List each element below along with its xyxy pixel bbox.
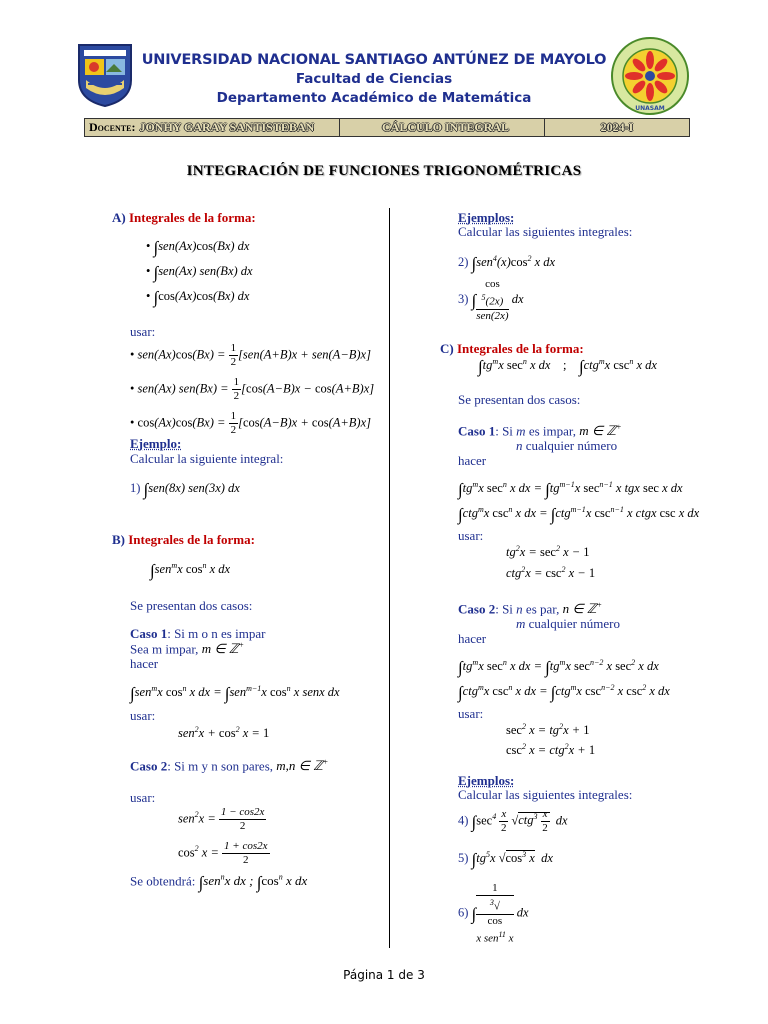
example-3: 3) ∫ cos $^5$(2x) sen(2x) dx [458, 278, 524, 322]
identity-sec: $\sec^2 x = tg^2x + 1$ [506, 722, 590, 738]
section-c-heading [440, 341, 584, 357]
section-b-letter: B) [112, 532, 125, 547]
half-angle-cos: $\cos^2 x$ = $\frac{1 + \cos 2x}{2}$ [178, 840, 268, 866]
caso1-right: Caso 1: Si m es impar, m ∈ ℤ+ [458, 423, 622, 439]
section-b-title: Integrales de la forma: [128, 532, 255, 547]
formula-b: ∫sen$^m$x $\cos^n x$ dx [150, 561, 231, 581]
caso2-right-line2: m cualquier número [516, 616, 620, 631]
identity-a3: • cos(Ax)cos(Bx) = $\frac{1}{2}$ [cos(A−B)x + cos(A+B)x] [130, 410, 372, 436]
identity-a1: • sen(Ax)cos(Bx) = $\frac{1}{2}$ [sen(A+B)x + sen(A−B)x] [130, 342, 371, 368]
faculty-name: Facultad de Ciencias [295, 71, 453, 87]
caso1-right-line2-text: cualquier número [525, 438, 618, 453]
caso1-left [130, 626, 265, 642]
section-b-heading [112, 532, 255, 548]
ejemplos-label-1: Ejemplos: [458, 210, 515, 225]
section-c-letter: C) [440, 341, 454, 356]
hacer-left: hacer [130, 656, 159, 671]
course-info-bar [84, 118, 690, 137]
example-1: 1) ∫sen(8x) sen(3x) dx [130, 480, 240, 499]
usar-label-1: usar: [130, 324, 156, 339]
ejemplos-text-1: Calcular las siguientes integrales: [458, 224, 633, 239]
formula-a1: • ∫sen(Ax)cos(Bx) dx [146, 238, 250, 257]
obtendra-line: Se obtendrá: ∫sen$^n$x dx ; $\int\cos^n$ x dx [130, 873, 308, 893]
section-a-title: Integrales de la forma: [128, 210, 256, 225]
caso1-right-text2: es impar, [528, 423, 576, 439]
example-5-number: 5) [458, 851, 469, 866]
example-4-number: 4) [458, 813, 469, 828]
caso2-left-text: : Si m y n son pares, [167, 758, 274, 774]
example-6: 6) ∫ 1 $^3$√ cos x sen$^{11}$ x dx [458, 882, 529, 945]
caso1-right-label: Caso 1 [458, 423, 496, 439]
ejemplo-text: Calcular la siguiente integral: [130, 451, 284, 466]
department-name: Departamento Académico de Matemática [216, 90, 532, 106]
docente-label: Docente: [89, 120, 136, 134]
example-6-number: 6) [458, 905, 469, 920]
usar-right-1: usar: [458, 528, 484, 543]
identity-tg: $tg^2x = \sec^2 x - 1$ [506, 544, 590, 560]
caso2-right: Caso 2: Si n es par, n ∈ ℤ+ [458, 601, 603, 617]
page-title: INTEGRACIÓN DE FUNCIONES TRIGONOMÉTRICAS [186, 163, 582, 179]
example-2-number: 2) [458, 255, 469, 270]
course-name: CÁLCULO INTEGRAL [382, 120, 510, 134]
caso1-left-line2-text: Sea m impar, [130, 641, 199, 657]
identity-csc: $\csc^2 x = ctg^2x + 1$ [506, 742, 596, 758]
university-name: UNIVERSIDAD NACIONAL SANTIAGO ANTÚNEZ DE MAYOLO [141, 52, 607, 68]
example-5: 5) $\int tg^5x$ $√\cos^3$ x dx [458, 850, 553, 870]
term: 2024-I [600, 120, 634, 134]
ejemplos-label-2: Ejemplos: [458, 773, 515, 788]
page-footer: Página 1 de 3 [343, 968, 425, 982]
example-4: 4) $\int\sec^4$ $\frac{x}{2}$ √ctg$^3$ $\frac{x}{2}$ dx [458, 808, 568, 834]
section-a-letter: A) [112, 210, 126, 225]
dos-casos-left: Se presentan dos casos: [130, 598, 253, 613]
caso2-right-line2-text: cualquier número [528, 616, 620, 631]
university-crest-logo [76, 42, 134, 108]
caso1-left-line2: Sea m impar, m ∈ ℤ+ [130, 641, 244, 657]
caso2-left: Caso 2: Si m y n son pares, m,n ∈ ℤ+ [130, 758, 329, 774]
example-3-number: 3) [458, 292, 469, 307]
formula-c-caso2-ctg: ∫ctg$^m$x $\csc^n x$ dx = ∫ctg$^m$x $\csc^{n-2} x$ $\csc^2 x$ dx [458, 683, 670, 703]
docente-name: JONHY GARAY SANTISTEBAN [139, 120, 315, 134]
ejemplos-text-2: Calcular las siguientes integrales: [458, 787, 633, 802]
hacer-right-1: hacer [458, 453, 487, 468]
identity-a2: • sen(Ax) sen(Bx) = $\frac{1}{2}$ [cos(A−B)x − cos(A+B)x] [130, 376, 375, 402]
hacer-right-2: hacer [458, 631, 487, 646]
section-c-title: Integrales de la forma: [456, 341, 584, 356]
example-2: 2) $\int sen^4(x)\cos^2$ x dx [458, 254, 556, 274]
formula-a3: • ∫cos(Ax)cos(Bx) dx [146, 288, 250, 307]
obtendra-text: Se obtendrá: [130, 873, 196, 889]
caso2-right-text: : Si [495, 601, 513, 617]
caso1-left-text: : Si m o n es impar [167, 626, 266, 641]
caso2-right-text2: es par, [525, 601, 560, 617]
faculty-seal-logo [610, 36, 690, 116]
formula-a2: • ∫sen(Ax) sen(Bx) dx [146, 263, 253, 282]
example-1-number: 1) [130, 481, 141, 495]
caso2-right-label: Caso 2 [458, 601, 496, 617]
caso1-right-line2: n cualquier número [516, 438, 618, 453]
half-angle-sin: sen$^2$x = $\frac{1 - \cos 2x}{2}$ [178, 806, 265, 832]
formula-c-caso2-tg: $\int tg^mx$ $\sec^n x$ dx = $\int tg^mx$ $\sec^{n-2} x$ $\sec^2 x$ dx [458, 658, 659, 678]
identity-ctg: $ctg^2x = \csc^2 x - 1$ [506, 565, 596, 581]
usar-right-2: usar: [458, 706, 484, 721]
formula-b-caso1: ∫sen$^m$x $\cos^n x$ dx = ∫sen$^{m-1}$x $\cos^n x$ senx dx [130, 684, 340, 704]
usar-label-3: usar: [130, 790, 156, 805]
caso2-left-label: Caso 2 [130, 758, 168, 774]
usar-label-2: usar: [130, 708, 156, 723]
formula-c-caso1-ctg: ∫ctg$^m$x $\csc^n x$ dx = ∫ctg$^{m-1}$x $\csc^{n-1} x$ ctgx csc x dx [458, 505, 700, 525]
formula-c: $\int tg^mx$ $\sec^n x$ dx ; ∫ctg$^m$x $\csc^n x$ dx [478, 357, 657, 377]
caso1-right-text: : Si [495, 423, 513, 439]
seal-caption: UNASAM [635, 105, 665, 112]
ejemplo-label: Ejemplo: [130, 436, 182, 451]
dos-casos-right: Se presentan dos casos: [458, 392, 581, 407]
formula-c-caso1-tg: $\int tg^mx$ $\sec^n x$ dx = $\int tg^{m-1}x$ $\sec^{n-1} x$ tgx sec x dx [458, 480, 683, 500]
column-divider [389, 208, 390, 948]
section-a-heading [112, 210, 256, 226]
pythagorean-identity: $sen^2x + \cos^2 x = 1$ [178, 725, 270, 741]
caso1-left-label: Caso 1 [130, 626, 168, 641]
